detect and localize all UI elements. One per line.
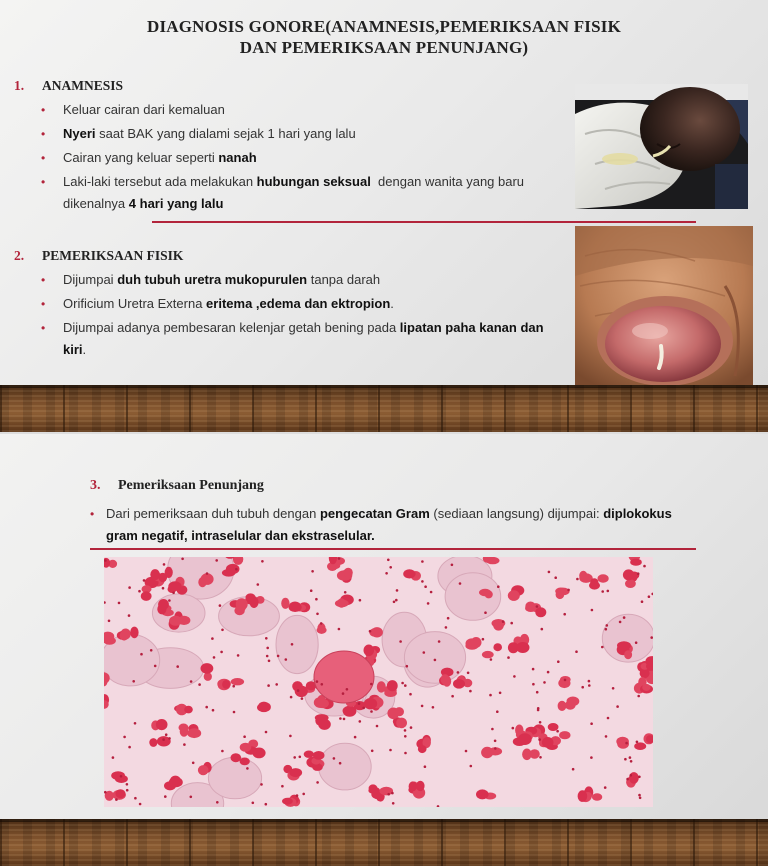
title-line-2: DAN PEMERIKSAAN PENUNJANG) xyxy=(239,38,529,57)
wood-floor-decoration xyxy=(0,819,768,866)
section-divider xyxy=(152,221,696,223)
section-heading-text: PEMERIKSAAN FISIK xyxy=(42,248,184,263)
section-heading-text: ANAMNESIS xyxy=(42,78,124,93)
section-physical-exam-heading xyxy=(14,248,183,264)
wood-floor-decoration xyxy=(0,385,768,432)
list-item: • Nyeri saat BAK yang dialami sejak 1 hari yang lalu xyxy=(41,123,571,145)
list-item: • Keluar cairan dari kemaluan xyxy=(41,99,571,121)
gram-stain-micrograph-image xyxy=(104,557,653,807)
clinical-photo-meatus xyxy=(575,226,753,386)
section-supporting-exam-heading xyxy=(90,478,264,494)
slide-title xyxy=(60,16,708,58)
gram-stain-micrograph xyxy=(104,557,653,807)
slide-1 xyxy=(0,0,768,432)
section-number: 2. xyxy=(14,248,25,263)
list-item: • Orificium Uretra Externa eritema ,edema dan ektropion. xyxy=(41,293,566,315)
section-divider xyxy=(90,548,696,550)
clinical-photo-discharge-image xyxy=(575,84,748,209)
list-item: • Dijumpai duh tubuh uretra mukopurulen tanpa darah xyxy=(41,269,566,291)
list-item: • Cairan yang keluar seperti nanah xyxy=(41,147,571,169)
anamnesis-list xyxy=(41,99,571,217)
list-item: • Dijumpai adanya pembesaran kelenjar getah bening pada lipatan paha kanan dan kiri. xyxy=(41,317,566,361)
clinical-photo-discharge xyxy=(575,84,748,209)
list-item: • Laki-laki tersebut ada melakukan hubungan seksual dengan wanita yang baru dikenalnya 4 hari yang lalu xyxy=(41,171,571,215)
physical-exam-list xyxy=(41,269,566,363)
section-number: 1. xyxy=(14,78,25,93)
supporting-exam-list xyxy=(90,503,675,549)
list-item: • Dari pemeriksaan duh tubuh dengan pengecatan Gram (sediaan langsung) dijumpai: diplokokus gram negatif, intraselular dan ekstraselular. xyxy=(90,503,675,547)
section-heading-text: Pemeriksaan Penunjang xyxy=(118,478,264,493)
section-anamnesis-heading xyxy=(14,78,123,94)
clinical-photo-meatus-image xyxy=(575,226,753,386)
section-number: 3. xyxy=(90,478,101,493)
title-line-1: DIAGNOSIS GONORE(ANAMNESIS,PEMERIKSAAN FISIK xyxy=(146,17,621,36)
